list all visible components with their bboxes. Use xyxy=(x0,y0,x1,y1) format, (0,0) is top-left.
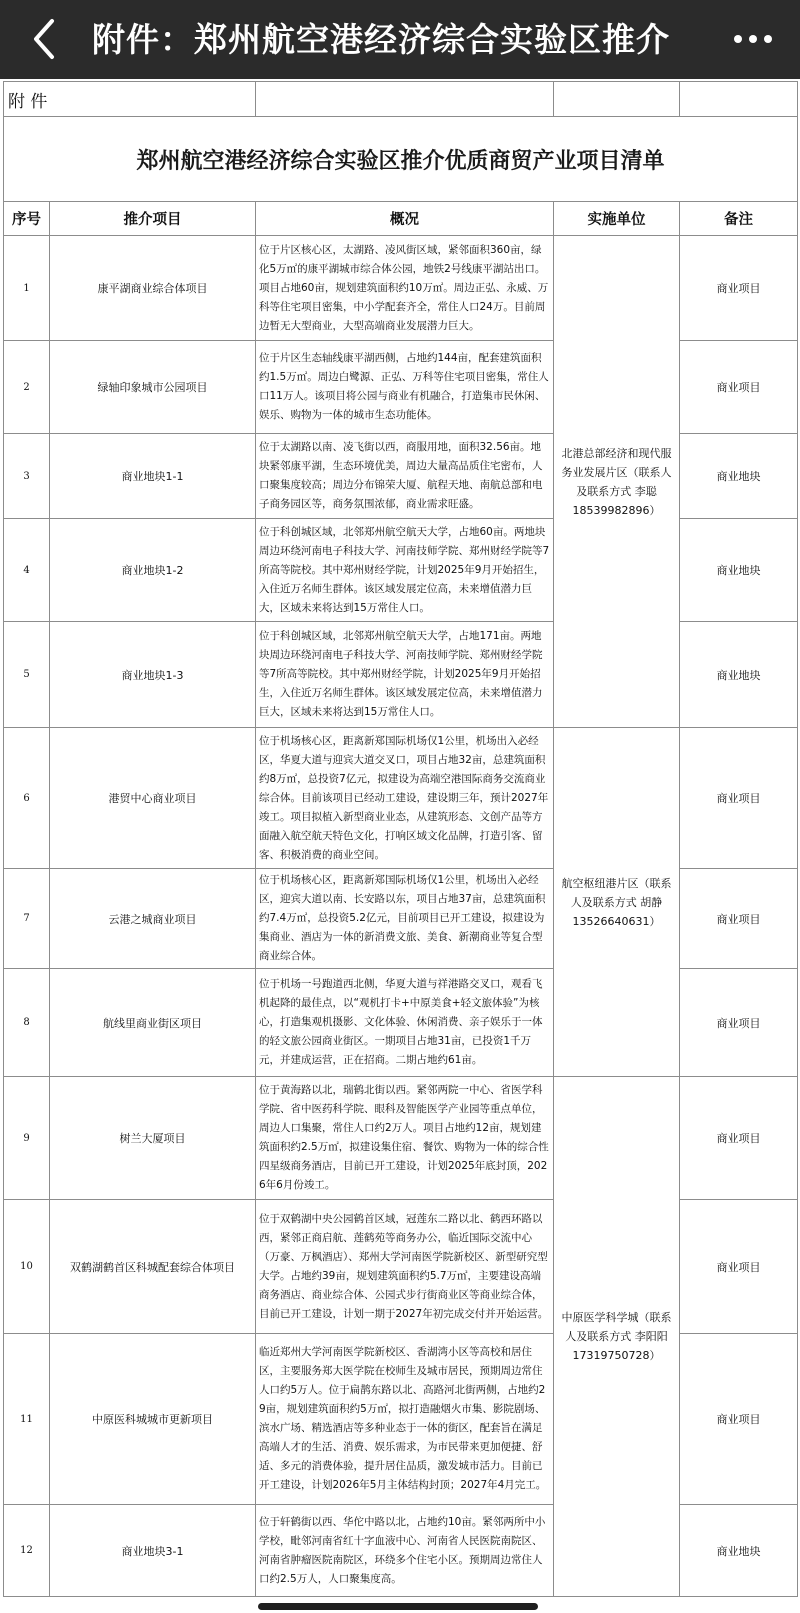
row-number: 3 xyxy=(4,434,50,519)
remark: 商业项目 xyxy=(680,341,798,434)
project-name: 树兰大厦项目 xyxy=(50,1077,256,1200)
table-row xyxy=(4,1077,798,1200)
project-description: 位于双鹤湖中央公园鹤首区域，冠莲东二路以北、鹤西环路以西，紧邻正商启航、莲鹤苑等商务办公，临近国际交流中心（万豪、万枫酒店）、郑州大学河南医学院新校区、新型研究型大学。占地约39亩，规划建筑面积约5.7万㎡，主要建设高端商务酒店、商业综合体、公园式步行街商业区等商业综合体，目前已开工建设，计划一期于2027年初完成交付并开始运营。 xyxy=(256,1200,554,1334)
more-button[interactable] xyxy=(718,12,788,66)
table-row xyxy=(4,728,798,869)
project-description: 位于太湖路以南、凌飞街以西，商服用地，面积32.56亩。地块紧邻康平湖，生态环境优美，周边大量高品质住宅密布，人口聚集度较高；周边分布锦荣大厦、航程天地、南航总部和电子商务园区等，商务氛围浓郁，商业需求旺盛。 xyxy=(256,434,554,519)
project-description: 位于机场核心区，距离新郑国际机场仅1公里，机场出入必经区，迎宾大道以南、长安路以东，项目占地37亩，总建筑面积约7.4万㎡，总投资5.2亿元，目前项目已开工建设，拟建设为集商业、酒店为一体的新消费文旅、美食、新潮商业等复合型商业综合体。 xyxy=(256,869,554,969)
row-number: 10 xyxy=(4,1200,50,1334)
nav-bar xyxy=(0,0,800,79)
remark: 商业地块 xyxy=(680,434,798,519)
document-title: 郑州航空港经济综合实验区推介优质商贸产业项目清单 xyxy=(4,117,798,202)
project-name: 商业地块1-1 xyxy=(50,434,256,519)
project-description: 位于科创城区域，北邻郑州航空航天大学，占地60亩。两地块周边环绕河南电子科技大学、河南技师学院、郑州财经学院等7所高等院校。其中郑州财经学院，计划2025年9月开始招生，入住近万名师生群体。该区域发展定位高，未来增值潜力巨大，区域未来将达到15万常住人口。 xyxy=(256,519,554,622)
page-title: 附件：郑州航空港经济综合实验区推介 xyxy=(92,20,670,59)
project-name: 港贸中心商业项目 xyxy=(50,728,256,869)
header-cell: 推介项目 xyxy=(50,202,256,236)
project-description: 位于片区核心区，太湖路、凌风街区域，紧邻面积360亩，绿化5万㎡的康平湖城市综合体公园，地铁2号线康平湖站出口。项目占地60亩，规划建筑面积约10万㎡。周边正弘、永威、万科等住宅项目密集，中小学配套齐全，常住人口24万。目前周边暂无大型商业，大型高端商业发展潜力巨大。 xyxy=(256,236,554,341)
more-dots-icon xyxy=(733,34,773,44)
project-description: 位于机场核心区，距离新郑国际机场仅1公里，机场出入必经区，华夏大道与迎宾大道交叉口，项目占地32亩，总建筑面积约8万㎡，总投资7亿元，拟建设为高端空港国际商务交流商业综合体。目前该项目已经动工建设，建设期三年，预计2027年竣工。项目拟植入新型商业业态，从建筑形态、文创产品等方面融入航空航天特色文化，打响区域文化品牌，打造引客、留客、积极消费的商业空间。 xyxy=(256,728,554,869)
project-description: 位于片区生态轴线康平湖西侧，占地约144亩，配套建筑面积约1.5万㎡。周边白鹭源、正弘、万科等住宅项目密集，常住人口11万人。该项目将公园与商业有机融合，打造集市民休闲、娱乐、购物为一体的城市生态功能体。 xyxy=(256,341,554,434)
project-name: 航线里商业街区项目 xyxy=(50,969,256,1077)
project-description: 位于科创城区域，北邻郑州航空航天大学，占地171亩。两地块周边环绕河南电子科技大学、河南技师学院、郑州财经学院等7所高等院校。其中郑州财经学院，计划2025年9月开始招生，入住近万名师生群体。该区域发展定位高，未来增值潜力巨大，区域未来将达到15万常住人口。 xyxy=(256,622,554,728)
project-name: 云港之城商业项目 xyxy=(50,869,256,969)
row-number: 5 xyxy=(4,622,50,728)
remark: 商业项目 xyxy=(680,1200,798,1334)
row-number: 7 xyxy=(4,869,50,969)
project-description: 位于机场一号跑道西北侧，华夏大道与祥港路交叉口，观看飞机起降的最佳点，以“观机打卡+中原美食+轻文旅体验”为核心，打造集观机摄影、文化体验、休闲消费、亲子娱乐于一体的轻文旅公园商业街区。一期项目占地31亩，已投资1千万元，并建成运营，正在招商。二期占地约61亩。 xyxy=(256,969,554,1077)
back-button[interactable] xyxy=(24,12,64,66)
row-number: 8 xyxy=(4,969,50,1077)
row-number: 9 xyxy=(4,1077,50,1200)
remark: 商业项目 xyxy=(680,969,798,1077)
implementing-unit: 北港总部经济和现代服务业发展片区（联系人及联系方式 李聪18539982896） xyxy=(554,236,680,728)
project-name: 商业地块1-2 xyxy=(50,519,256,622)
header-cell: 概况 xyxy=(256,202,554,236)
project-name: 双鹤湖鹤首区科城配套综合体项目 xyxy=(50,1200,256,1334)
remark: 商业项目 xyxy=(680,236,798,341)
implementing-unit: 航空枢纽港片区（联系人及联系方式 胡静13526640631） xyxy=(554,728,680,1077)
remark: 商业项目 xyxy=(680,869,798,969)
remark: 商业地块 xyxy=(680,1505,798,1597)
attachment-label: 附 件 xyxy=(4,82,256,117)
row-number: 12 xyxy=(4,1505,50,1597)
remark: 商业地块 xyxy=(680,622,798,728)
table-header-row xyxy=(4,202,798,236)
project-name: 康平湖商业综合体项目 xyxy=(50,236,256,341)
chevron-left-icon xyxy=(31,18,57,60)
row-number: 6 xyxy=(4,728,50,869)
remark: 商业地块 xyxy=(680,519,798,622)
project-description: 临近郑州大学河南医学院新校区、香湖湾小区等高校和居住区，主要服务郑大医学院在校师生及城市居民，预期周边常住人口约5万人。位于扁鹊东路以北、高路河北街两侧，占地约29亩，规划建筑面积约5万㎡，拟打造融烟火市集、影院剧场、滨水广场、精选酒店等多种业态于一体的街区，配套旨在满足高端人才的生活、消费、娱乐需求，为市民带来更加便捷、舒适、多元的消费体验，提升居住品质，激发城市活力。目前已开工建设，计划2026年5月主体结构封顶；2027年4月完工。 xyxy=(256,1334,554,1505)
remark: 商业项目 xyxy=(680,1077,798,1200)
row-number: 4 xyxy=(4,519,50,622)
row-number: 2 xyxy=(4,341,50,434)
project-name: 商业地块1-3 xyxy=(50,622,256,728)
project-description: 位于黄海路以北，瑞鹤北街以西。紧邻两院一中心、省医学科学院、省中医药科学院、眼科及智能医学产业园等重点单位，周边人口集聚，常住人口约2万人。项目占地约12亩，规划建筑面积约2.5万㎡，拟建设集住宿、餐饮、购物为一体的综合性四星级商务酒店，目前已开工建设，计划2025年底封顶，2026年6月份竣工。 xyxy=(256,1077,554,1200)
project-name: 中原医科城城市更新项目 xyxy=(50,1334,256,1505)
project-table xyxy=(3,81,798,1597)
implementing-unit: 中原医学科学城（联系人及联系方式 李阳阳17319750728） xyxy=(554,1077,680,1597)
project-name: 商业地块3-1 xyxy=(50,1505,256,1597)
document-image xyxy=(3,81,797,1597)
project-name: 绿轴印象城市公园项目 xyxy=(50,341,256,434)
remark: 商业项目 xyxy=(680,728,798,869)
project-description: 位于轩鹤街以西、华佗中路以北，占地约10亩。紧邻两所中小学校，毗邻河南省红十字血液中心、河南省人民医院南院区、河南省肿瘤医院南院区，环绕多个住宅小区。预期周边常住人口约2.5万人，人口聚集度高。 xyxy=(256,1505,554,1597)
row-number: 11 xyxy=(4,1334,50,1505)
header-cell: 序号 xyxy=(4,202,50,236)
header-cell: 实施单位 xyxy=(554,202,680,236)
row-number: 1 xyxy=(4,236,50,341)
header-cell: 备注 xyxy=(680,202,798,236)
home-indicator[interactable] xyxy=(258,1603,538,1610)
table-row xyxy=(4,236,798,341)
remark: 商业项目 xyxy=(680,1334,798,1505)
